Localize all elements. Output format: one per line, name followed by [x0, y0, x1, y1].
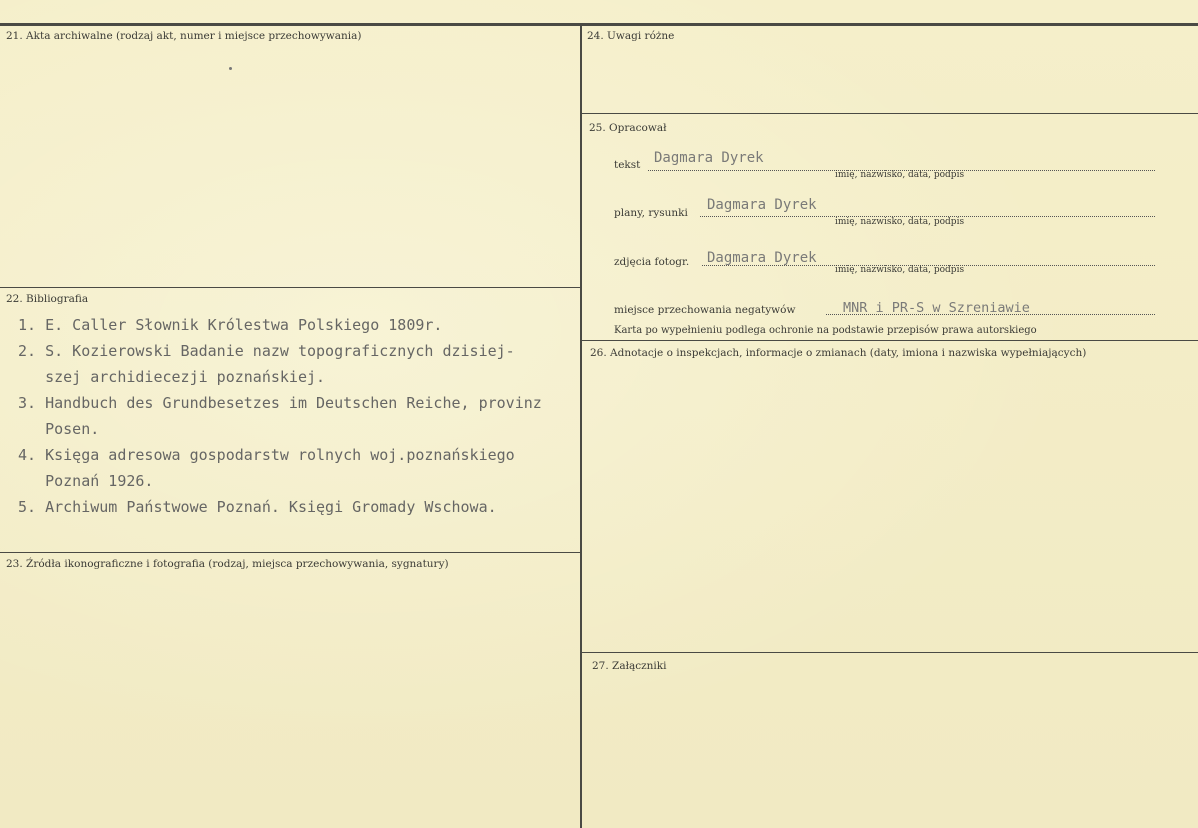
bibliography-line: 2. S. Kozierowski Badanie nazw topograficznych dzisiej- — [18, 342, 515, 360]
bibliography-line: 4. Księga adresowa gospodarstw rolnych woj.poznańskiego — [18, 446, 515, 464]
section-25-label: 25. Opracował — [589, 122, 667, 134]
section-26-label: 26. Adnotacje o inspekcjach, informacje o zmianach (daty, imiona i nazwiska wypełniających) — [590, 347, 1087, 359]
section-22-label: 22. Bibliografia — [6, 293, 89, 305]
negatywy-location: MNR i PR-S w Szreniawie — [843, 300, 1030, 316]
plany-author: Dagmara Dyrek — [707, 197, 817, 213]
top-border — [0, 23, 1198, 26]
zdjecia-author: Dagmara Dyrek — [707, 250, 817, 266]
plany-label: plany, rysunki — [614, 207, 688, 219]
bibliography-line: Poznań 1926. — [18, 472, 154, 490]
section-27-label: 27. Załączniki — [592, 660, 667, 672]
plany-hint: imię, nazwisko, data, podpis — [835, 217, 965, 227]
copyright-note: Karta po wypełnieniu podlega ochronie na podstawie przepisów prawa autorskiego — [614, 325, 1037, 336]
section-21-label: 21. Akta archiwalne (rodzaj akt, numer i miejsce przechowywania) — [6, 30, 362, 42]
paper-speck — [229, 67, 232, 70]
zdjecia-hint: imię, nazwisko, data, podpis — [835, 265, 965, 275]
divider-21-22 — [0, 287, 581, 288]
vertical-divider — [580, 24, 582, 828]
section-23-label: 23. Źródła ikonograficzne i fotografia (rodzaj, miejsca przechowywania, sygnatury) — [6, 558, 449, 570]
bibliography-line: 3. Handbuch des Grundbesetzes im Deutschen Reiche, provinz — [18, 394, 542, 412]
divider-24-25 — [581, 113, 1198, 114]
tekst-hint: imię, nazwisko, data, podpis — [835, 170, 965, 180]
divider-26-27 — [581, 652, 1198, 653]
tekst-author: Dagmara Dyrek — [654, 150, 764, 166]
bibliography-line: szej archidiecezji poznańskiej. — [18, 368, 326, 386]
tekst-label: tekst — [614, 159, 641, 171]
zdjecia-label: zdjęcia fotogr. — [614, 256, 690, 268]
bibliography-list — [18, 312, 542, 520]
bibliography-line: Posen. — [18, 420, 100, 438]
negatywy-label: miejsce przechowania negatywów — [614, 304, 796, 316]
bibliography-line: 5. Archiwum Państwowe Poznań. Księgi Gromady Wschowa. — [18, 498, 497, 516]
section-24-label: 24. Uwagi różne — [587, 30, 675, 42]
bibliography-line: 1. E. Caller Słownik Królestwa Polskiego 1809r. — [18, 316, 443, 334]
divider-25-26 — [581, 340, 1198, 341]
divider-22-23 — [0, 552, 581, 553]
